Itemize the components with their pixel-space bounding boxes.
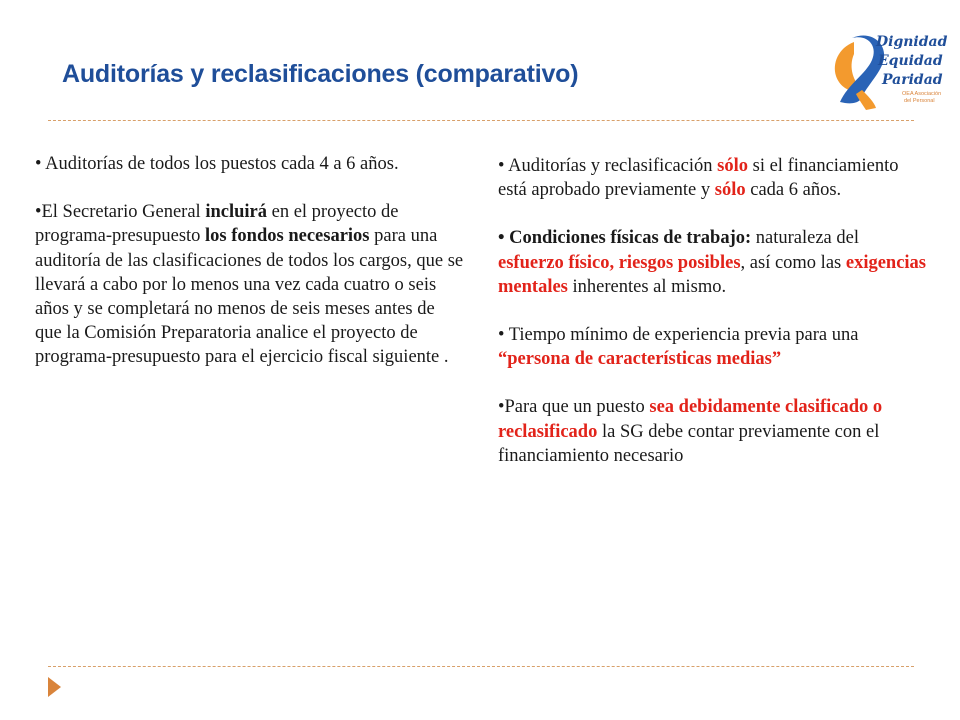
text-run: naturaleza del xyxy=(751,228,859,249)
bold-run: los fondos necesarios xyxy=(205,226,370,247)
slide-title: Auditorías y reclasificaciones (comparativo) xyxy=(62,60,579,88)
text-run: • Auditorías y reclasificación xyxy=(498,156,718,176)
bold-run: incluirá xyxy=(205,202,267,223)
logo-line-3: Paridad xyxy=(882,72,943,88)
ribbon-icon xyxy=(818,24,948,114)
right-bullet-3 xyxy=(498,323,928,371)
highlight-run: sólo xyxy=(714,180,746,201)
highlight-run: sea debidamente clasificado o reclasificado xyxy=(498,397,883,442)
text-run: •El Secretario General xyxy=(35,202,206,223)
text-run: si el financiamiento está aprobado previamente y xyxy=(498,156,899,201)
text-run: , así como las xyxy=(740,252,846,273)
right-bullet-1 xyxy=(498,154,928,202)
top-divider xyxy=(48,120,914,121)
highlight-run: “persona de características medias” xyxy=(498,349,782,370)
logo-sub-1: OEA Asociación xyxy=(902,91,942,97)
left-bullet-1: • Auditorías de todos los puestos cada 4 a 6 años. xyxy=(35,154,399,174)
highlight-run: esfuerzo físico, riesgos posibles xyxy=(498,252,741,273)
logo-line-2: Equidad xyxy=(878,53,943,69)
text-run: inherentes al mismo. xyxy=(567,276,727,297)
text-run: la SG debe contar previamente con el financiamiento necesario xyxy=(498,421,880,466)
right-column xyxy=(498,154,928,492)
text-run: para una auditoría de las clasificaciones de todos los cargos, que se llevará a cabo por lo menos una vez cada cuatro o seis años y se completará no menos de seis meses antes de que la Comisión Preparatoria analice el proyecto de programa-presupuesto para el ejercicio fiscal siguiente . xyxy=(35,226,464,368)
next-slide-arrow-icon[interactable] xyxy=(48,677,61,697)
logo-line-1: Dignidad xyxy=(876,34,948,50)
left-column xyxy=(35,152,465,394)
left-bullet-2 xyxy=(35,200,465,369)
text-run: • Tiempo mínimo de experiencia previa para una xyxy=(498,325,859,346)
text-run: cada 6 años. xyxy=(745,180,842,201)
logo-sub-2: del Personal xyxy=(904,98,935,104)
logo xyxy=(818,24,948,114)
right-bullet-4 xyxy=(498,395,928,468)
text-run: •Para que un puesto xyxy=(498,397,650,418)
highlight-run: sólo xyxy=(717,156,748,176)
bottom-divider xyxy=(48,666,914,667)
highlight-run: exigencias mentales xyxy=(498,252,927,297)
bold-run: • Condiciones físicas de trabajo: xyxy=(498,228,752,249)
right-bullet-2 xyxy=(498,226,928,299)
text-run: en el proyecto de programa-presupuesto xyxy=(35,202,399,247)
